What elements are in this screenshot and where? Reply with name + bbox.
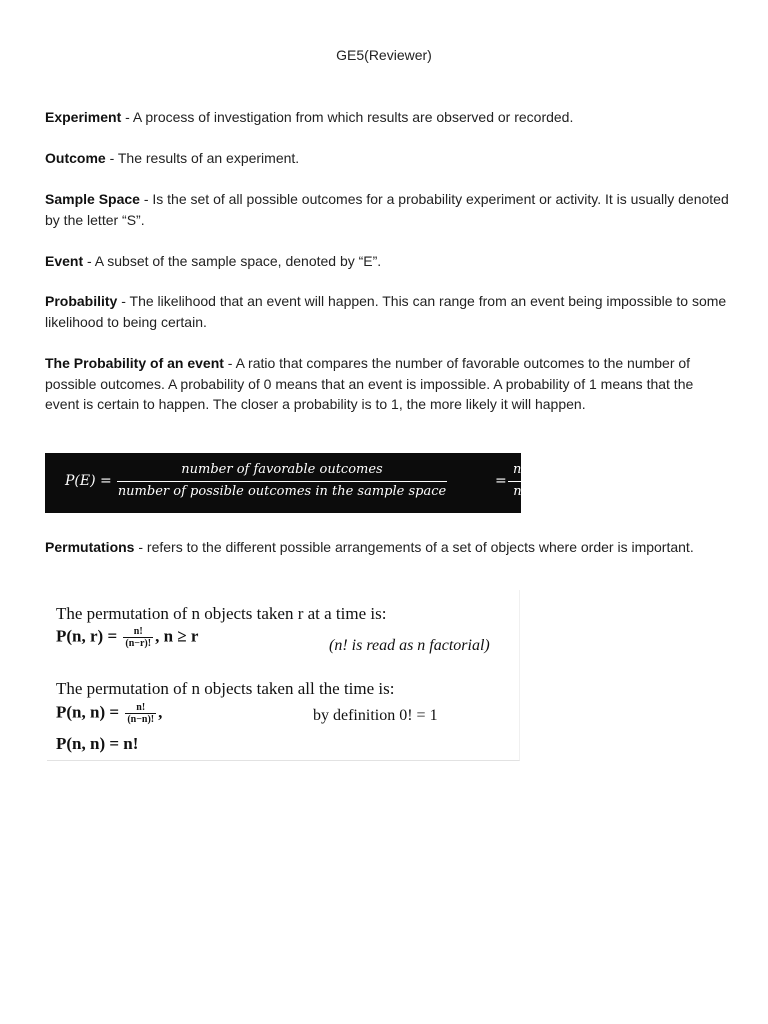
- definition-event: [45, 251, 730, 272]
- term-text: - The results of an experiment.: [105, 150, 300, 166]
- probability-formula-image: [45, 453, 541, 513]
- formula-short-fraction: [508, 462, 546, 499]
- permutation-line-1: The permutation of n objects taken r at a time is:: [56, 604, 387, 623]
- formula1-condition: , n ≥ r: [155, 626, 199, 646]
- term-text: - A subset of the sample space, denoted by “E”.: [83, 253, 382, 269]
- formula-equals: =: [495, 473, 507, 489]
- permutation-formula-image: [47, 590, 520, 761]
- document-title: GE5(Reviewer): [336, 47, 432, 63]
- term-text: - A ratio that compares the number of favorable outcomes to the number of possible outcomes. A probability of 0 means that an event is impossible. A probability of 1 means that the event is certain to happen. The closer a probability is to 1, the more likely it will happen.: [45, 355, 694, 412]
- formula-short-denominator: n(S): [513, 484, 541, 499]
- formula2-numerator: n!: [125, 702, 156, 714]
- formula-denominator: number of possible outcomes in the sample space: [117, 484, 447, 499]
- permutation-formula-3: P(n, n) = n!: [56, 734, 139, 753]
- definition-probability-of-event: [45, 353, 730, 415]
- term: Probability: [45, 293, 118, 309]
- definition-sample-space: [45, 189, 730, 230]
- formula2-lhs: P(n, n) =: [56, 702, 120, 722]
- permutation-note-1: (n! is read as n factorial): [329, 637, 490, 654]
- term: Event: [45, 253, 84, 269]
- formula1-lhs: P(n, r) =: [56, 626, 118, 646]
- term: Outcome: [45, 150, 106, 166]
- definition-permutations: [45, 537, 730, 558]
- permutation-line-2: The permutation of n objects taken all the time is:: [56, 679, 395, 698]
- permutation-note-2: by definition 0! = 1: [313, 707, 438, 724]
- term: The Probability of an event: [45, 355, 224, 371]
- formula-lhs: P(E) =: [65, 473, 112, 489]
- formula-numerator: number of favorable outcomes: [181, 462, 383, 477]
- formula1-fraction: [123, 626, 153, 649]
- formula2-fraction: [125, 702, 156, 725]
- permutation-formula-2: [56, 702, 162, 725]
- term-text: - A process of investigation from which results are observed or recorded.: [121, 109, 574, 125]
- formula2-denominator: (n−n)!: [127, 714, 155, 725]
- formula-main-fraction: [117, 462, 447, 499]
- term-text: - refers to the different possible arrangements of a set of objects where order is important.: [134, 539, 694, 555]
- definition-outcome: [45, 148, 730, 169]
- term-text: - Is the set of all possible outcomes for a probability experiment or activity. It is usually denoted by the letter “S”.: [45, 191, 729, 228]
- term: Experiment: [45, 109, 122, 125]
- formula1-denominator: (n−r)!: [125, 638, 152, 649]
- permutation-formula-1: [56, 626, 198, 649]
- formula1-numerator: n!: [123, 626, 153, 638]
- term-text: - The likelihood that an event will happen. This can range from an event being impossible to some likelihood to being certain.: [45, 293, 727, 330]
- term: Sample Space: [45, 191, 140, 207]
- definition-probability: [45, 291, 730, 332]
- formula2-tail: ,: [158, 702, 163, 722]
- term: Permutations: [45, 539, 135, 555]
- definition-experiment: [45, 107, 730, 128]
- formula-short-numerator: n(E): [512, 462, 541, 477]
